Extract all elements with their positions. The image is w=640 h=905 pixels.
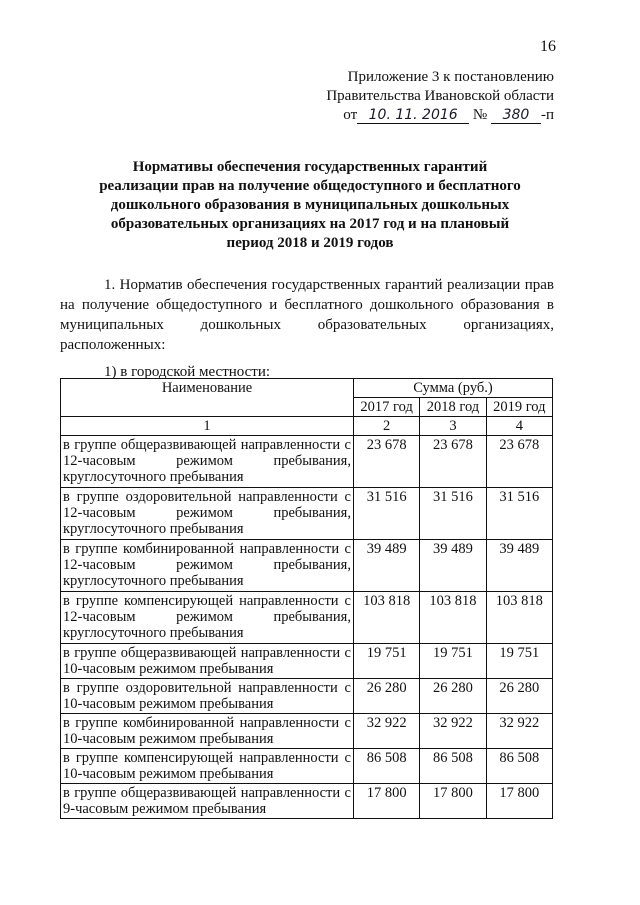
title-line-1: Нормативы обеспечения государственных гарантий	[132, 159, 488, 175]
row-value-2017: 17 800	[353, 784, 419, 819]
row-value-2017: 19 751	[353, 644, 419, 679]
table-row	[61, 714, 553, 749]
row-value-2018: 32 922	[420, 714, 486, 749]
header-name: Наименование	[61, 379, 354, 417]
row-value-2019: 23 678	[486, 436, 552, 488]
table-row	[61, 644, 553, 679]
table-row	[61, 436, 553, 488]
handwritten-number: 380	[491, 108, 541, 124]
row-value-2019: 31 516	[486, 488, 552, 540]
appendix-date-number-line	[326, 106, 554, 125]
header-year-2017: 2017 год	[353, 398, 419, 417]
row-value-2017: 103 818	[353, 592, 419, 644]
row-name: в группе компенсирующей направленности с 10-часовым режимом пребывания	[61, 749, 354, 784]
number-label: №	[472, 107, 488, 123]
row-name: в группе комбинированной направленности с 12-часовым режимом пребывания, круглосуточного пребывания	[61, 540, 354, 592]
header-sum: Сумма (руб.)	[353, 379, 552, 398]
norms-table	[60, 378, 553, 819]
row-value-2018: 17 800	[420, 784, 486, 819]
row-value-2017: 26 280	[353, 679, 419, 714]
row-value-2018: 39 489	[420, 540, 486, 592]
row-value-2019: 39 489	[486, 540, 552, 592]
row-value-2019: 26 280	[486, 679, 552, 714]
row-value-2019: 32 922	[486, 714, 552, 749]
row-value-2019: 86 508	[486, 749, 552, 784]
table-row	[61, 749, 553, 784]
row-value-2018: 31 516	[420, 488, 486, 540]
index-col-1: 1	[61, 417, 354, 436]
table-row	[61, 679, 553, 714]
row-value-2017: 32 922	[353, 714, 419, 749]
row-name: в группе общеразвивающей направленности с 12-часовым режимом пребывания, круглосуточного пребывания	[61, 436, 354, 488]
row-name: в группе оздоровительной направленности с 12-часовым режимом пребывания, круглосуточного пребывания	[61, 488, 354, 540]
title-line-3: дошкольного образования в муниципальных дошкольных	[110, 197, 510, 213]
row-value-2017: 23 678	[353, 436, 419, 488]
row-value-2017: 31 516	[353, 488, 419, 540]
row-value-2017: 86 508	[353, 749, 419, 784]
header-year-2019: 2019 год	[486, 398, 552, 417]
row-value-2019: 103 818	[486, 592, 552, 644]
row-name: в группе общеразвивающей направленности с 9-часовым режимом пребывания	[61, 784, 354, 819]
row-value-2018: 23 678	[420, 436, 486, 488]
row-name: в группе оздоровительной направленности с 10-часовым режимом пребывания	[61, 679, 354, 714]
index-col-4: 4	[486, 417, 552, 436]
title-line-5: период 2018 и 2019 годов	[226, 235, 394, 251]
table-row	[61, 540, 553, 592]
row-value-2018: 103 818	[420, 592, 486, 644]
appendix-line-2: Правительства Ивановской области	[326, 88, 554, 104]
page-number: 16	[540, 38, 556, 55]
table-row	[61, 488, 553, 540]
title-line-2: реализации прав на получение общедоступного и бесплатного	[99, 178, 521, 194]
number-suffix: -п	[540, 107, 554, 123]
row-name: в группе компенсирующей направленности с 12-часовым режимом пребывания, круглосуточного пребывания	[61, 592, 354, 644]
row-value-2019: 17 800	[486, 784, 552, 819]
row-value-2018: 19 751	[420, 644, 486, 679]
document-title	[90, 158, 530, 253]
title-line-4: образовательных организациях на 2017 год и на плановый	[110, 216, 510, 232]
appendix-header	[326, 68, 554, 125]
row-name: в группе комбинированной направленности с 10-часовым режимом пребывания	[61, 714, 354, 749]
header-year-2018: 2018 год	[420, 398, 486, 417]
index-col-3: 3	[420, 417, 486, 436]
row-value-2019: 19 751	[486, 644, 552, 679]
subheading-urban: 1) в городской местности:	[104, 364, 271, 380]
row-name: в группе общеразвивающей направленности с 10-часовым режимом пребывания	[61, 644, 354, 679]
index-col-2: 2	[353, 417, 419, 436]
row-value-2017: 39 489	[353, 540, 419, 592]
row-value-2018: 26 280	[420, 679, 486, 714]
table-row	[61, 784, 553, 819]
handwritten-date: 10. 11. 2016	[357, 108, 469, 124]
table-row	[61, 592, 553, 644]
paragraph-1: 1. Норматив обеспечения государственных гарантий реализации прав на получение общедоступного и бесплатного дошкольного образования в муниципальных дошкольных образовательных организациях, расположенных:	[60, 277, 554, 353]
appendix-line-1: Приложение 3 к постановлению	[347, 69, 554, 85]
from-label: от	[343, 107, 358, 123]
row-value-2018: 86 508	[420, 749, 486, 784]
